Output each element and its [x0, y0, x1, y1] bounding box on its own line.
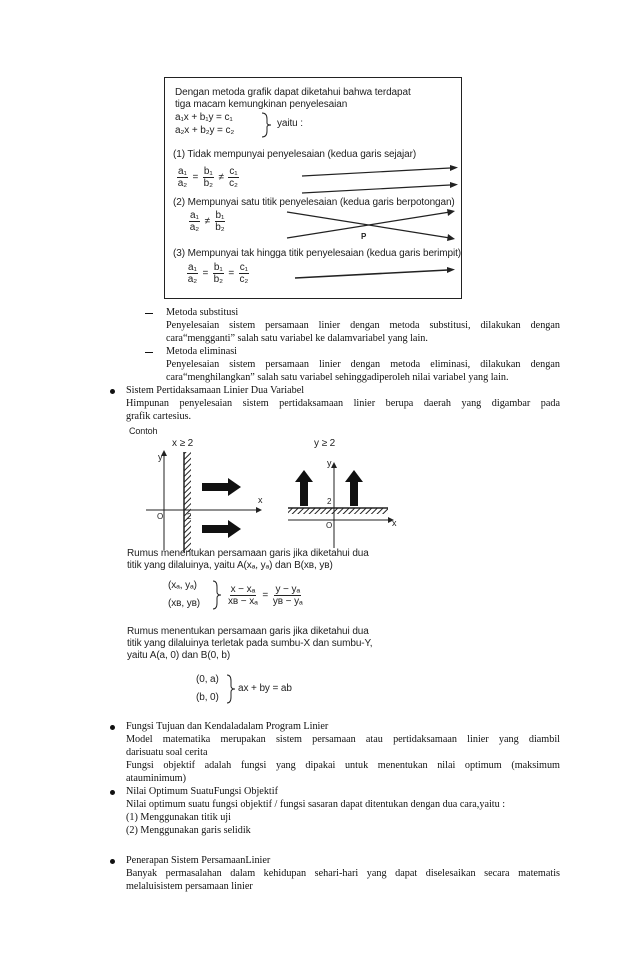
dash-marker	[145, 352, 153, 353]
coincident-lines-graphic	[293, 264, 457, 284]
figure1-intro-line2: tiga macam kemungkinan penyelesaian	[175, 99, 348, 110]
rumus1-line2: titik yang dilaluinya, yaitu A(xₐ, yₐ) dan B(xʙ, yʙ)	[127, 560, 333, 571]
figure1-case2-formula	[187, 210, 227, 233]
figure1-case2: (2) Mempunyai satu titik penyelesaian (kedua garis berpotongan)	[173, 197, 455, 208]
rumus2-line1: Rumus menentukan persamaan garis jika diketahui dua	[127, 626, 369, 637]
rumus2-line3: yaitu A(a, 0) dan B(0, b)	[127, 650, 231, 661]
figure-metoda-grafik	[164, 77, 462, 299]
point-a-label: (xₐ, yₐ)	[168, 580, 197, 591]
left-origin-label: O	[157, 512, 164, 521]
intersecting-lines-graphic	[285, 208, 457, 244]
frac-b2: b₂	[203, 178, 213, 189]
penerapan-line1: Banyak permasalahan dalam kehidupan sehari-hari yang dapat diselesaikan secara matematis	[126, 868, 560, 879]
frac-b2: b₂	[215, 222, 225, 233]
equal-sign: =	[262, 590, 269, 602]
figure1-equation-2: a₂x + b₂y = c₂	[175, 125, 235, 136]
lhs-denominator: xʙ − xₐ	[228, 596, 258, 607]
nilai-optimum-line3: (2) Menggunakan garis selidik	[126, 825, 251, 836]
figure1-case3: (3) Mempunyai tak hingga titik penyelesaian (kedua garis berimpit)	[173, 248, 461, 259]
metoda-substitusi-title: Metoda substitusi	[166, 307, 239, 318]
rhs-denominator: yʙ − yₐ	[272, 596, 303, 607]
point-b0-label: (b, 0)	[196, 692, 219, 703]
intercept-formula: ax + by = ab	[238, 683, 292, 694]
equal-sign: =	[228, 268, 235, 280]
frac-a2: a₂	[177, 178, 187, 189]
not-equal-sign: ≠	[218, 172, 224, 184]
frac-c1: c₁	[229, 166, 238, 177]
left-inequality-label: x ≥ 2	[172, 438, 194, 449]
frac-b2: b₂	[213, 274, 223, 285]
frac-c2: c₂	[239, 274, 249, 285]
frac-b1: b₁	[203, 166, 213, 177]
brace-icon	[212, 580, 222, 610]
fungsi-tujuan-line1: Model matematika merupakan sistem persamaan atau pertidaksamaan linier yang diambil	[126, 734, 560, 745]
right-axis-y-label: y	[327, 458, 332, 468]
frac-c2: c₂	[229, 178, 238, 189]
equal-sign: =	[192, 172, 199, 184]
rumus1-line1: Rumus menentukan persamaan garis jika diketahui dua	[127, 548, 369, 559]
right-axis-x-label: x	[392, 518, 397, 528]
graph-x-ge-2	[146, 446, 266, 554]
figure1-case1: (1) Tidak mempunyai penyelesaian (kedua garis sejajar)	[173, 149, 417, 160]
sptldv-line2: grafik cartesius.	[126, 411, 192, 422]
lhs-numerator: x − xₐ	[230, 584, 256, 595]
right-origin-label: O	[326, 521, 333, 530]
metoda-substitusi-line1: Penyelesaian sistem persamaan linier dengan metoda substitusi, dilakukan dengan	[166, 320, 560, 331]
fungsi-tujuan-line2: darisuatu soal cerita	[126, 747, 208, 758]
rhs-numerator: y − yₐ	[275, 584, 300, 595]
fungsi-tujuan-title: Fungsi Tujuan dan Kendaladalam Program Linier	[126, 721, 329, 732]
nilai-optimum-title: Nilai Optimum SuatuFungsi Objektif	[126, 786, 278, 797]
metoda-eliminasi-title: Metoda eliminasi	[166, 346, 238, 357]
left-two-label: 2	[187, 512, 192, 521]
figure1-intro-line1: Dengan metoda grafik dapat diketahui bahwa terdapat	[175, 87, 411, 98]
rumus2-line2: titik yang dilaluinya terletak pada sumbu-X dan sumbu-Y,	[127, 638, 373, 649]
right-inequality-label: y ≥ 2	[314, 438, 336, 449]
frac-b1: b₁	[213, 262, 223, 273]
equal-sign: =	[202, 268, 209, 280]
sptldv-title: Sistem Pertidaksamaan Linier Dua Variabel	[126, 385, 305, 396]
nilai-optimum-line2: (1) Menggunakan titik uji	[126, 812, 231, 823]
frac-a1: a₁	[188, 262, 197, 273]
contoh-label: Contoh	[129, 426, 158, 436]
left-axis-x-label: x	[258, 495, 263, 505]
frac-a2: a₂	[187, 274, 197, 285]
parallel-lines-graphic	[300, 160, 460, 200]
fungsi-tujuan-line4: atauminimum)	[126, 773, 186, 784]
frac-a1: a₁	[190, 210, 199, 221]
frac-a2: a₂	[189, 222, 199, 233]
penerapan-line2: melaluisistem persamaan linier	[126, 881, 253, 892]
dash-marker	[145, 313, 153, 314]
two-point-formula	[226, 584, 305, 607]
graph-y-ge-2	[282, 450, 402, 550]
bullet-icon	[110, 790, 115, 795]
metoda-substitusi-line2: cara“mengganti” salah satu variabel ke dalamvariabel yang lain.	[166, 333, 428, 344]
fungsi-tujuan-line3: Fungsi objektif adalah fungsi yang dipakai untuk menentukan nilai optimum (maksimum	[126, 760, 560, 771]
figure1-case1-formula	[175, 166, 241, 189]
not-equal-sign: ≠	[204, 216, 210, 228]
bullet-icon	[110, 725, 115, 730]
bullet-icon	[110, 859, 115, 864]
nilai-optimum-line1: Nilai optimum suatu fungsi objektif / fungsi sasaran dapat ditentukan dengan dua cara,yaitu :	[126, 799, 506, 810]
bullet-icon	[110, 389, 115, 394]
figure1-yaitu: yaitu :	[277, 118, 303, 129]
brace-icon	[261, 112, 273, 138]
sptldv-line1: Himpunan penyelesaian sistem pertidaksamaan linier berupa daerah yang digambar pada	[126, 398, 560, 409]
left-axis-y-label: y	[158, 452, 163, 462]
point-0a-label: (0, a)	[196, 674, 219, 685]
figure1-case3-formula	[185, 262, 251, 285]
brace-icon	[226, 674, 236, 704]
figure1-equation-1: a₁x + b₁y = c₁	[175, 112, 233, 123]
frac-a1: a₁	[178, 166, 187, 177]
metoda-eliminasi-line1: Penyelesaian sistem persamaan linier dengan metoda eliminasi, dilakukan dengan	[166, 359, 560, 370]
frac-b1: b₁	[215, 210, 225, 221]
point-b-label: (xʙ, yʙ)	[168, 598, 201, 609]
metoda-eliminasi-line2: cara“menghilangkan” salah satu variabel sehinggadiperoleh nilai variabel yang lain.	[166, 372, 509, 383]
right-two-label: 2	[327, 497, 332, 506]
frac-c1: c₁	[239, 262, 248, 273]
penerapan-title: Penerapan Sistem PersamaanLinier	[126, 855, 271, 866]
intersection-point-label: P	[361, 232, 367, 241]
figure-pertidaksamaan	[124, 426, 424, 716]
